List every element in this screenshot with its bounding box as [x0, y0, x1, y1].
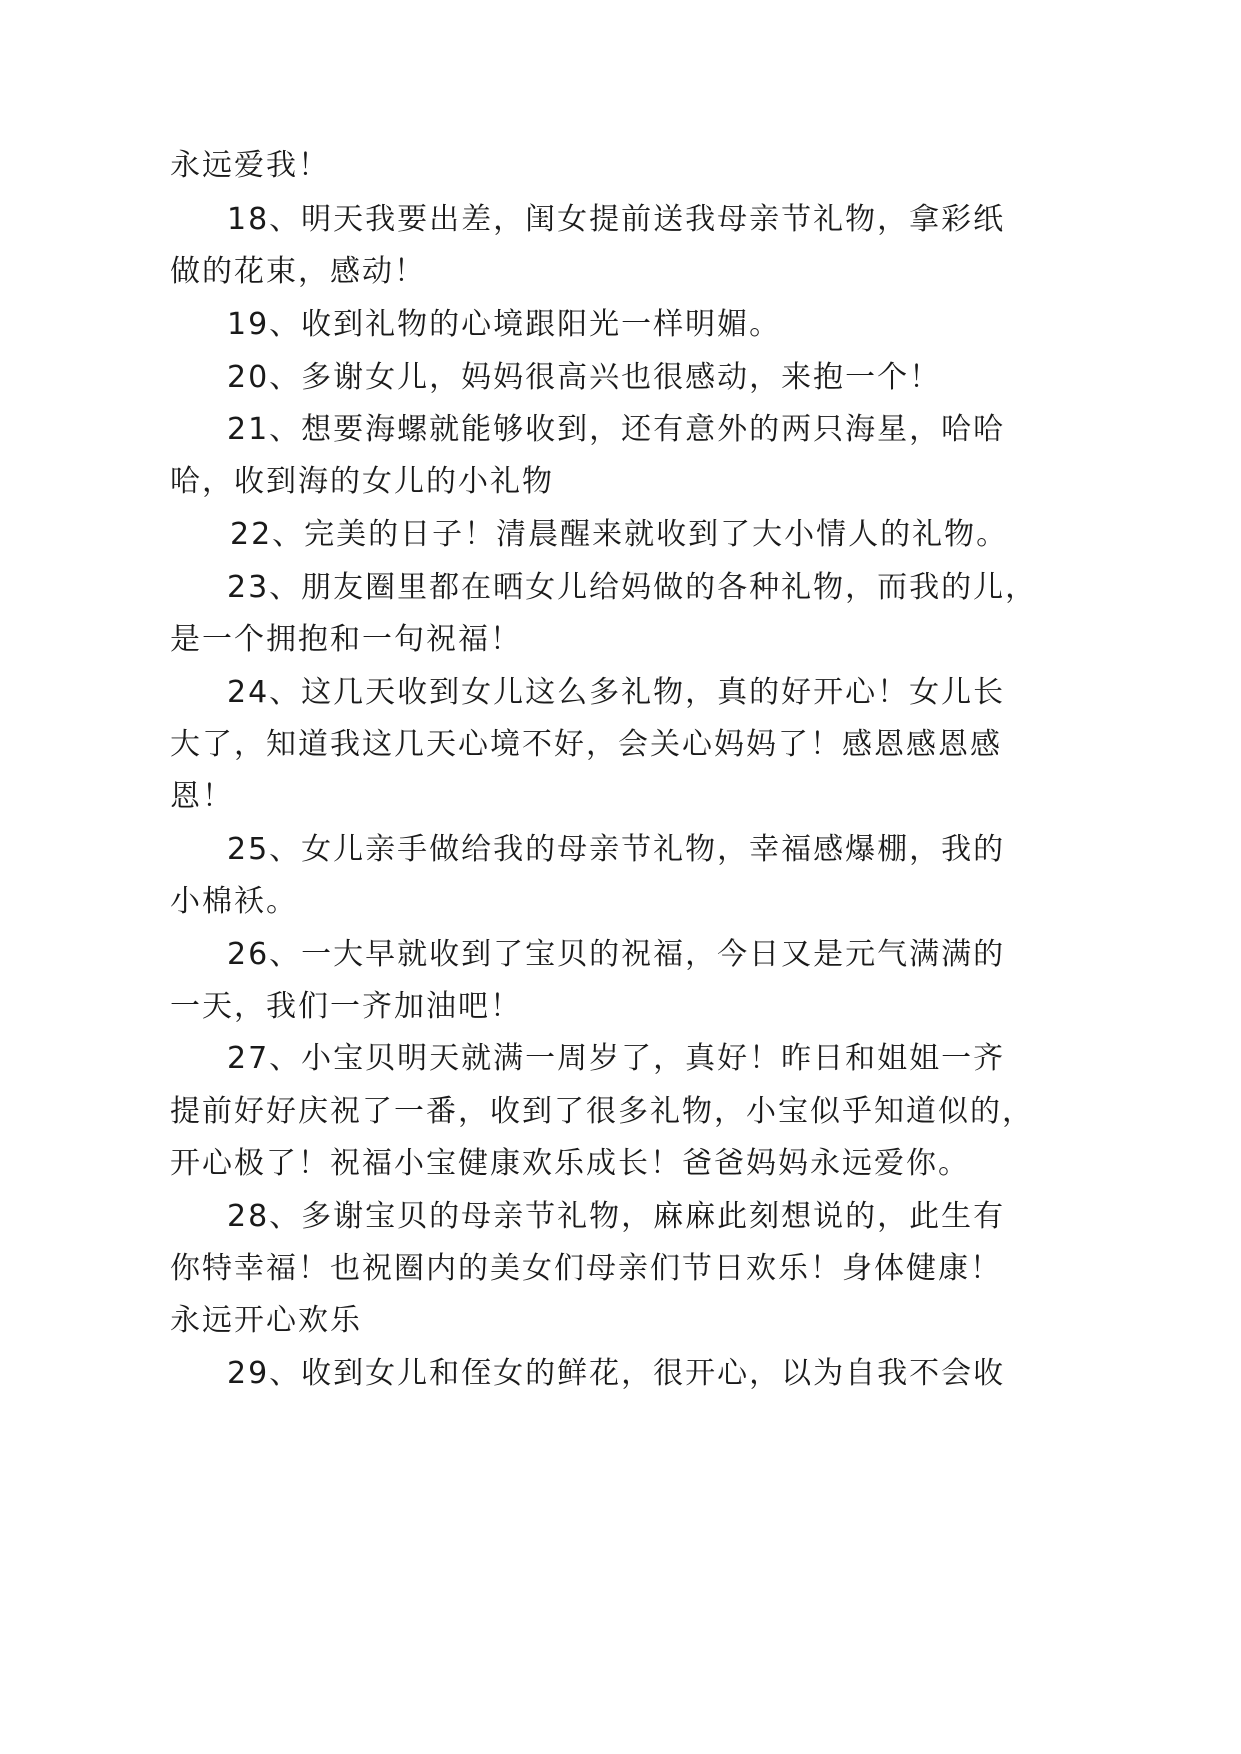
- text-line: 哈，收到海的女儿的小礼物: [170, 464, 554, 499]
- text-line: 你特幸福！也祝圈内的美女们母亲们节日欢乐！身体健康！: [170, 1251, 1002, 1286]
- text-line: 永远开心欢乐: [170, 1303, 362, 1338]
- text-line: 是一个拥抱和一句祝福！: [170, 622, 522, 657]
- text-line: 开心极了！祝福小宝健康欢乐成长！爸爸妈妈永远爱你。: [170, 1146, 970, 1181]
- text-line: 24、这几天收到女儿这么多礼物，真的好开心！女儿长: [227, 675, 1006, 710]
- text-line: 21、想要海螺就能够收到，还有意外的两只海星，哈哈: [227, 412, 1006, 447]
- text-line: 26、一大早就收到了宝贝的祝福，今日又是元气满满的: [227, 937, 1006, 972]
- text-line: 20、多谢女儿，妈妈很高兴也很感动，来抱一个！: [227, 360, 942, 395]
- text-line: 提前好好庆祝了一番，收到了很多礼物，小宝似乎知道似的，: [170, 1094, 1034, 1129]
- text-line: 28、多谢宝贝的母亲节礼物，麻麻此刻想说的，此生有: [227, 1199, 1006, 1234]
- text-line: 恩！: [170, 779, 234, 814]
- text-line: 19、收到礼物的心境跟阳光一样明媚。: [227, 307, 782, 342]
- text-line: 18、明天我要出差，闺女提前送我母亲节礼物，拿彩纸: [227, 202, 1006, 237]
- text-line: 小棉袄。: [170, 884, 298, 919]
- text-line: 做的花束，感动！: [170, 254, 426, 289]
- text-line: 25、女儿亲手做给我的母亲节礼物，幸福感爆棚，我的: [227, 832, 1006, 867]
- text-line: 22、完美的日子！清晨醒来就收到了大小情人的礼物。: [230, 517, 1009, 552]
- text-line: 23、朋友圈里都在晒女儿给妈做的各种礼物，而我的儿，: [227, 570, 1038, 605]
- text-line: 永远爱我！: [170, 148, 330, 183]
- text-line: 27、小宝贝明天就满一周岁了，真好！昨日和姐姐一齐: [227, 1041, 1006, 1076]
- text-line: 大了，知道我这几天心境不好，会关心妈妈了！感恩感恩感: [170, 727, 1002, 762]
- text-line: 一天，我们一齐加油吧！: [170, 989, 522, 1024]
- text-line: 29、收到女儿和侄女的鲜花，很开心，以为自我不会收: [227, 1356, 1006, 1391]
